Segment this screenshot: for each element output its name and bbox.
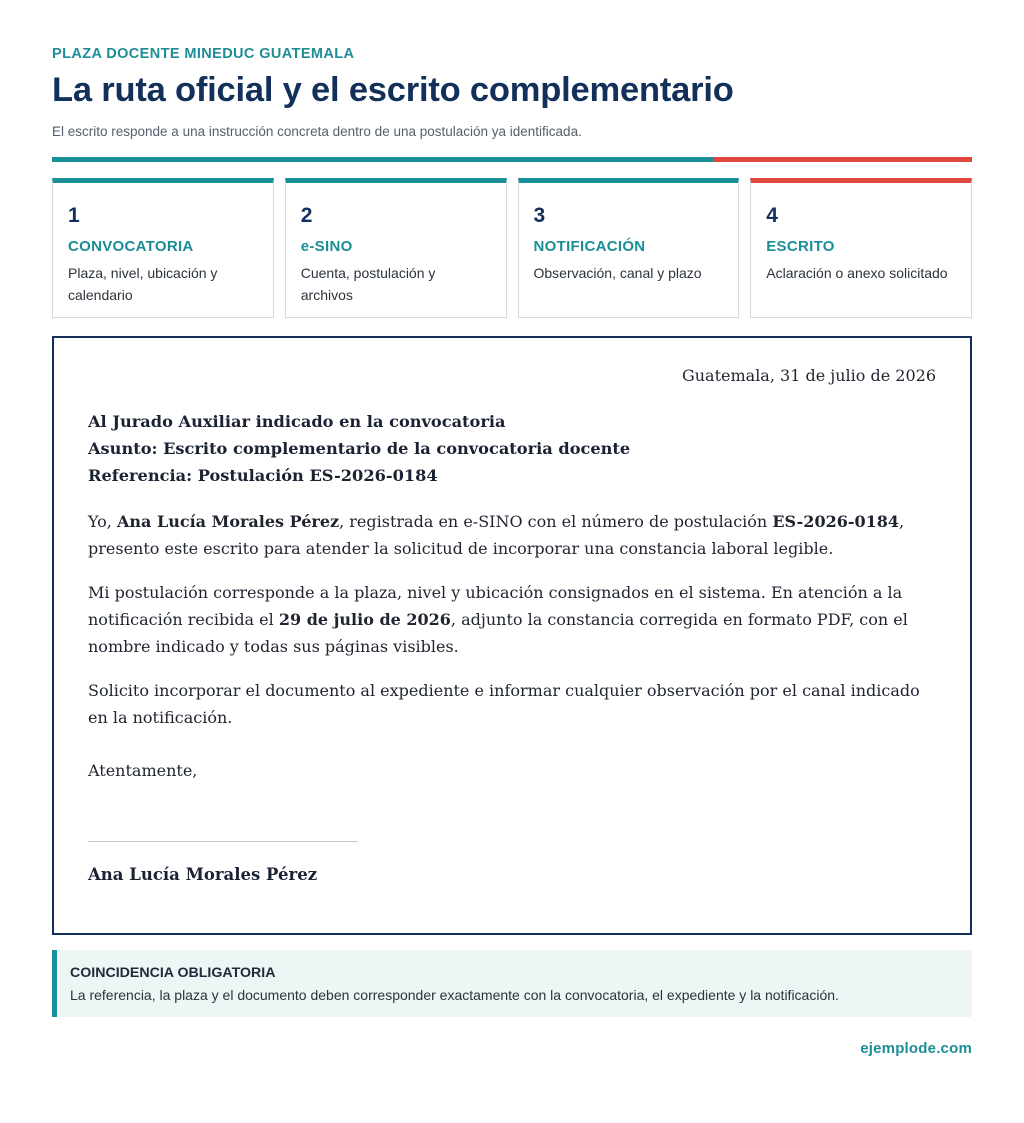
step-description: Observación, canal y plazo — [533, 265, 702, 281]
step-title: ESCRITO — [766, 238, 835, 255]
text-run: , adjunto la constancia corregida en formato PDF, con el nombre indicado y todas sus páginas visibles. — [88, 610, 908, 656]
text-run: Yo, — [88, 512, 117, 531]
letter-header — [88, 408, 936, 489]
notice-title: COINCIDENCIA OBLIGATORIA — [70, 965, 276, 981]
notification-date: 29 de julio de 2026 — [278, 610, 451, 629]
step-card-esino — [285, 178, 507, 318]
eyebrow-label: PLAZA DOCENTE MINEDUC GUATEMALA — [52, 46, 355, 62]
signature-name: Ana Lucía Morales Pérez — [88, 865, 318, 884]
text-run: , presento este escrito para atender la solicitud de incorporar una constancia laboral legible. — [88, 512, 905, 558]
step-card-notificacion — [518, 178, 740, 318]
text-run: , registrada en e-SINO con el número de postulación — [339, 512, 773, 531]
progress-rule — [52, 157, 972, 162]
letter-paragraph-1 — [88, 508, 936, 562]
application-code: ES-2026-0184 — [772, 512, 900, 531]
notice-text: La referencia, la plaza y el documento deben corresponder exactamente con la convocatoria, el expediente y la notificación. — [70, 987, 839, 1003]
step-description: Aclaración o anexo solicitado — [766, 265, 948, 281]
footer-site-link[interactable]: ejemplode.com — [860, 1040, 972, 1057]
step-number: 1 — [68, 204, 80, 227]
step-title: NOTIFICACIÓN — [533, 238, 646, 255]
step-number: 2 — [300, 204, 313, 227]
page — [52, 45, 972, 1059]
text-run: Mi postulación corresponde a la plaza, nivel y ubicación consignados en el sistema. En atención a la notificación recibida el — [88, 583, 903, 629]
signature-line — [88, 841, 358, 842]
step-card-convocatoria — [52, 178, 274, 318]
letter-date: Guatemala, 31 de julio de 2026 — [681, 366, 936, 385]
letter-reference: Referencia: Postulación ES-2026-0184 — [88, 466, 438, 485]
step-description: Plaza, nivel, ubicación y calendario — [68, 265, 218, 303]
step-title: CONVOCATORIA — [68, 238, 194, 255]
letter-closing: Atentamente, — [88, 761, 198, 780]
letter-subject: Asunto: Escrito complementario de la convocatoria docente — [88, 439, 631, 458]
applicant-name: Ana Lucía Morales Pérez — [116, 512, 340, 531]
step-card-escrito — [750, 178, 972, 318]
progress-rule-completed — [52, 157, 714, 162]
step-number: 4 — [766, 204, 778, 227]
page-subtitle: El escrito responde a una instrucción concreta dentro de una postulación ya identificada. — [52, 124, 582, 139]
page-title: La ruta oficial y el escrito complementario — [52, 71, 734, 109]
step-number: 3 — [533, 204, 546, 227]
letter-recipient: Al Jurado Auxiliar indicado en la convocatoria — [88, 412, 506, 431]
step-title: e-SINO — [300, 238, 353, 255]
progress-rule-remaining — [714, 157, 972, 162]
letter-document — [52, 336, 972, 935]
step-description: Cuenta, postulación y archivos — [300, 265, 436, 303]
steps-row — [52, 178, 972, 318]
letter-paragraph-3: Solicito incorporar el documento al expediente e informar cualquier observación por el canal indicado en la notificación. — [88, 681, 920, 727]
letter-paragraph-2 — [88, 579, 936, 660]
notice-box — [52, 950, 972, 1017]
